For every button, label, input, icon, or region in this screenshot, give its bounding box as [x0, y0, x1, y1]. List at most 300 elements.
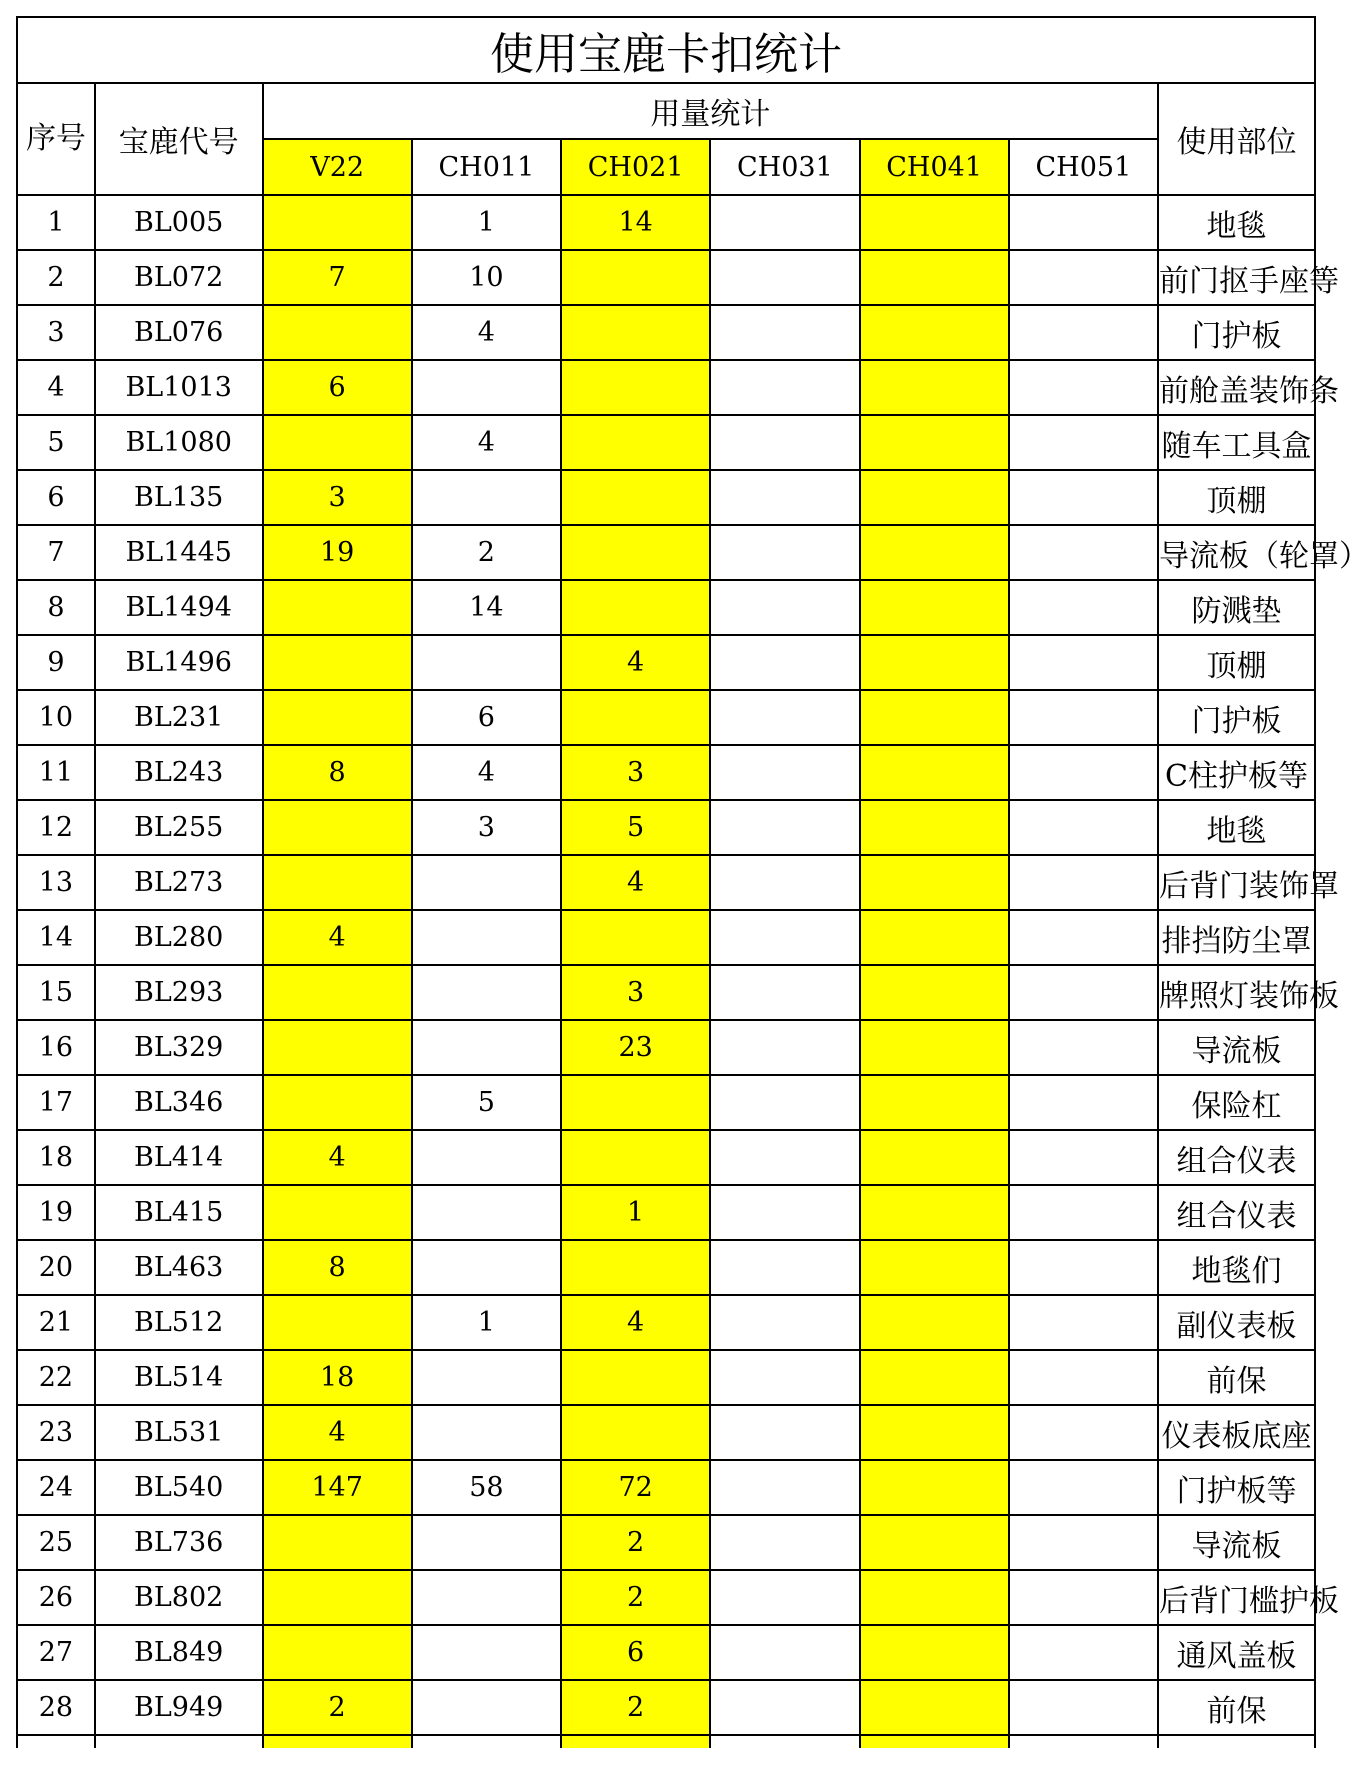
cell-v22: 4 — [263, 910, 412, 965]
cell-ch031 — [710, 1570, 859, 1625]
cell-v22: 7 — [263, 250, 412, 305]
cell-ch011 — [412, 1130, 561, 1185]
cell-code: BL231 — [95, 690, 263, 745]
cell-seq: 23 — [17, 1405, 95, 1460]
cell-code: BL346 — [95, 1075, 263, 1130]
cell-v22: 3 — [263, 470, 412, 525]
cell-use: 前保 — [1158, 1350, 1315, 1405]
cell-v22 — [263, 965, 412, 1020]
cell-ch041 — [860, 470, 1009, 525]
cell-ch051 — [1009, 910, 1158, 965]
cell-v22: 2 — [263, 1680, 412, 1735]
cell-ch021 — [561, 1130, 710, 1185]
cell-ch011: 1 — [412, 1295, 561, 1350]
cell-ch011: 4 — [412, 745, 561, 800]
cell-seq: 1 — [17, 195, 95, 250]
cell-use: 门护板等 — [1158, 1460, 1315, 1515]
cell-ch041 — [860, 635, 1009, 690]
table-row — [17, 305, 1315, 360]
cell-ch041 — [860, 195, 1009, 250]
cell-ch011: 1 — [412, 195, 561, 250]
cell-use: 导流板 — [1158, 1020, 1315, 1075]
cell-ch011: 6 — [412, 690, 561, 745]
cell-ch021: 2 — [561, 1570, 710, 1625]
cell-v22: 18 — [263, 1350, 412, 1405]
cell-ch031 — [710, 1295, 859, 1350]
cell-v22 — [263, 1020, 412, 1075]
cell-use: 仪表板底座 — [1158, 1405, 1315, 1460]
cell-ch021: 14 — [561, 195, 710, 250]
cell-ch041 — [860, 1570, 1009, 1625]
cell-v22 — [263, 1075, 412, 1130]
cell-seq: 10 — [17, 690, 95, 745]
cell-code: BL1494 — [95, 580, 263, 635]
cell-ch021 — [561, 250, 710, 305]
cell-ch031 — [710, 415, 859, 470]
cell-v22 — [263, 635, 412, 690]
cell-ch021 — [561, 690, 710, 745]
header-model-ch011: CH011 — [412, 139, 561, 195]
table-row — [17, 1185, 1315, 1240]
cell-seq: 24 — [17, 1460, 95, 1515]
cell-ch051 — [1009, 800, 1158, 855]
table-row — [17, 965, 1315, 1020]
cell-use: 后背门槛护板 — [1158, 1570, 1315, 1625]
cell-v22 — [263, 1295, 412, 1350]
cell-ch011 — [412, 1625, 561, 1680]
cell-ch011: 5 — [412, 1075, 561, 1130]
cell-ch021: 4 — [561, 1295, 710, 1350]
cell-use: 牌照灯装饰板 — [1158, 965, 1315, 1020]
cell-seq: 28 — [17, 1680, 95, 1735]
table-row — [17, 855, 1315, 910]
cell-ch031 — [710, 360, 859, 415]
cell-code: BL072 — [95, 250, 263, 305]
cell-ch031 — [710, 800, 859, 855]
cell-ch041 — [860, 1020, 1009, 1075]
cell-v22: 6 — [263, 360, 412, 415]
cell-ch051 — [1009, 1515, 1158, 1570]
cell-ch041 — [860, 800, 1009, 855]
cell-code-cutoff — [95, 1735, 263, 1748]
table-row — [17, 415, 1315, 470]
cell-ch021: 2 — [561, 1515, 710, 1570]
cell-ch051 — [1009, 855, 1158, 910]
cell-seq: 2 — [17, 250, 95, 305]
cell-ch051 — [1009, 1240, 1158, 1295]
cell-ch051 — [1009, 360, 1158, 415]
header-model-ch021: CH021 — [561, 139, 710, 195]
cell-use: 顶棚 — [1158, 470, 1315, 525]
cell-ch021 — [561, 580, 710, 635]
cell-ch031-cutoff — [710, 1735, 859, 1748]
cell-ch011 — [412, 855, 561, 910]
cell-code: BL1013 — [95, 360, 263, 415]
cell-ch051 — [1009, 1020, 1158, 1075]
cell-v22: 4 — [263, 1405, 412, 1460]
cell-seq: 14 — [17, 910, 95, 965]
cell-ch051 — [1009, 1570, 1158, 1625]
cell-code: BL802 — [95, 1570, 263, 1625]
cell-seq: 9 — [17, 635, 95, 690]
header-model-ch051: CH051 — [1009, 139, 1158, 195]
cell-ch021: 4 — [561, 855, 710, 910]
cell-use: 导流板（轮罩） — [1158, 525, 1315, 580]
cell-code: BL463 — [95, 1240, 263, 1295]
cell-ch011 — [412, 1020, 561, 1075]
cell-ch021 — [561, 910, 710, 965]
cell-ch041 — [860, 1295, 1009, 1350]
cell-ch031 — [710, 690, 859, 745]
cell-ch041 — [860, 1350, 1009, 1405]
cell-ch021 — [561, 415, 710, 470]
cell-ch051 — [1009, 635, 1158, 690]
table-row — [17, 800, 1315, 855]
cell-use: 副仪表板 — [1158, 1295, 1315, 1350]
cell-ch041 — [860, 1185, 1009, 1240]
cell-seq: 5 — [17, 415, 95, 470]
cell-ch021 — [561, 360, 710, 415]
cell-ch051 — [1009, 1460, 1158, 1515]
cell-ch051 — [1009, 470, 1158, 525]
cell-ch041 — [860, 1515, 1009, 1570]
header-use: 使用部位 — [1158, 83, 1315, 195]
cell-ch041 — [860, 250, 1009, 305]
cell-seq: 3 — [17, 305, 95, 360]
cell-ch041 — [860, 360, 1009, 415]
cell-ch051 — [1009, 1185, 1158, 1240]
cell-ch051 — [1009, 745, 1158, 800]
table-row — [17, 580, 1315, 635]
cell-ch041-cutoff — [860, 1735, 1009, 1748]
cell-use: 保险杠 — [1158, 1075, 1315, 1130]
cell-ch051 — [1009, 1625, 1158, 1680]
cell-ch031 — [710, 1460, 859, 1515]
cell-ch031 — [710, 1075, 859, 1130]
cell-ch011 — [412, 910, 561, 965]
cell-seq: 17 — [17, 1075, 95, 1130]
cell-ch041 — [860, 1680, 1009, 1735]
cell-seq: 6 — [17, 470, 95, 525]
cell-seq: 4 — [17, 360, 95, 415]
table-row — [17, 250, 1315, 305]
table-row — [17, 745, 1315, 800]
header-usage: 用量统计 — [263, 83, 1159, 139]
table-row — [17, 1130, 1315, 1185]
cell-ch011: 2 — [412, 525, 561, 580]
cell-v22: 19 — [263, 525, 412, 580]
cell-seq: 12 — [17, 800, 95, 855]
cell-code: BL949 — [95, 1680, 263, 1735]
cell-ch031 — [710, 1625, 859, 1680]
cell-v22: 8 — [263, 745, 412, 800]
cell-use: 前门抠手座等 — [1158, 250, 1315, 305]
cell-code: BL1496 — [95, 635, 263, 690]
cell-ch021: 1 — [561, 1185, 710, 1240]
cell-ch011: 10 — [412, 250, 561, 305]
cell-seq-cutoff — [17, 1735, 95, 1748]
cell-use: 组合仪表 — [1158, 1185, 1315, 1240]
cell-seq: 13 — [17, 855, 95, 910]
cell-ch021 — [561, 1240, 710, 1295]
cell-ch051 — [1009, 250, 1158, 305]
table-row — [17, 1625, 1315, 1680]
cell-ch041 — [860, 1130, 1009, 1185]
cell-ch011-cutoff — [412, 1735, 561, 1748]
cell-ch021 — [561, 525, 710, 580]
cell-ch031 — [710, 1515, 859, 1570]
cell-ch021: 4 — [561, 635, 710, 690]
cell-ch011: 58 — [412, 1460, 561, 1515]
cell-code: BL512 — [95, 1295, 263, 1350]
cell-seq: 7 — [17, 525, 95, 580]
cell-ch041 — [860, 305, 1009, 360]
table-row — [17, 690, 1315, 745]
usage-table — [16, 16, 1369, 1748]
cell-ch041 — [860, 910, 1009, 965]
cell-ch051 — [1009, 415, 1158, 470]
cell-ch011 — [412, 470, 561, 525]
cell-seq: 18 — [17, 1130, 95, 1185]
cell-ch051 — [1009, 1075, 1158, 1130]
cell-ch011 — [412, 1185, 561, 1240]
cell-ch031 — [710, 1240, 859, 1295]
cell-v22: 4 — [263, 1130, 412, 1185]
cell-ch031 — [710, 580, 859, 635]
cell-ch051 — [1009, 305, 1158, 360]
cell-seq: 21 — [17, 1295, 95, 1350]
cell-code: BL135 — [95, 470, 263, 525]
cell-use: 地毯 — [1158, 800, 1315, 855]
table-row — [17, 1405, 1315, 1460]
table-row — [17, 635, 1315, 690]
cell-code: BL243 — [95, 745, 263, 800]
cell-code: BL415 — [95, 1185, 263, 1240]
cell-seq: 22 — [17, 1350, 95, 1405]
cell-v22 — [263, 1515, 412, 1570]
cell-ch031 — [710, 195, 859, 250]
cell-ch021 — [561, 470, 710, 525]
cell-code: BL414 — [95, 1130, 263, 1185]
header-model-v22: V22 — [263, 139, 412, 195]
cell-use: 导流板 — [1158, 1515, 1315, 1570]
table-row — [17, 1515, 1315, 1570]
cell-use: 地毯们 — [1158, 1240, 1315, 1295]
cell-code: BL329 — [95, 1020, 263, 1075]
cell-ch021: 3 — [561, 965, 710, 1020]
cell-seq: 26 — [17, 1570, 95, 1625]
cell-ch021: 5 — [561, 800, 710, 855]
cell-use: 后背门装饰罩 — [1158, 855, 1315, 910]
cell-ch031 — [710, 525, 859, 580]
cell-ch041 — [860, 1405, 1009, 1460]
cell-ch021 — [561, 1350, 710, 1405]
cell-use: 门护板 — [1158, 690, 1315, 745]
cell-ch011: 4 — [412, 415, 561, 470]
table-row — [17, 910, 1315, 965]
table-row — [17, 195, 1315, 250]
cell-v22 — [263, 690, 412, 745]
cell-code: BL005 — [95, 195, 263, 250]
cell-ch031 — [710, 910, 859, 965]
table-row — [17, 470, 1315, 525]
cell-ch021 — [561, 305, 710, 360]
cell-ch011 — [412, 965, 561, 1020]
cell-use: 顶棚 — [1158, 635, 1315, 690]
cell-seq: 20 — [17, 1240, 95, 1295]
cell-ch041 — [860, 965, 1009, 1020]
cell-ch011 — [412, 635, 561, 690]
cell-code: BL736 — [95, 1515, 263, 1570]
cell-code: BL1445 — [95, 525, 263, 580]
cell-seq: 16 — [17, 1020, 95, 1075]
cell-use: 通风盖板 — [1158, 1625, 1315, 1680]
header-code: 宝鹿代号 — [95, 83, 263, 195]
cell-ch051 — [1009, 1405, 1158, 1460]
table-row — [17, 1570, 1315, 1625]
cell-ch021: 6 — [561, 1625, 710, 1680]
cell-ch021: 72 — [561, 1460, 710, 1515]
cell-ch041 — [860, 1460, 1009, 1515]
cell-ch031 — [710, 1405, 859, 1460]
sheet-title: 使用宝鹿卡扣统计 — [17, 17, 1315, 83]
cell-v22 — [263, 415, 412, 470]
cell-ch041 — [860, 525, 1009, 580]
table-row — [17, 360, 1315, 415]
cell-code: BL255 — [95, 800, 263, 855]
cell-v22 — [263, 195, 412, 250]
table-row — [17, 1295, 1315, 1350]
cell-v22-cutoff — [263, 1735, 412, 1748]
table-row — [17, 1240, 1315, 1295]
table-row — [17, 1350, 1315, 1405]
cell-ch051 — [1009, 1295, 1158, 1350]
cell-ch021: 2 — [561, 1680, 710, 1735]
spreadsheet — [16, 16, 1369, 1782]
cell-use: 随车工具盒 — [1158, 415, 1315, 470]
cell-ch011 — [412, 1240, 561, 1295]
cell-seq: 27 — [17, 1625, 95, 1680]
cell-ch021 — [561, 1405, 710, 1460]
cell-ch031 — [710, 965, 859, 1020]
table-row — [17, 1460, 1315, 1515]
cell-ch031 — [710, 470, 859, 525]
cell-ch041 — [860, 1240, 1009, 1295]
cell-ch021 — [561, 1075, 710, 1130]
cell-ch051 — [1009, 1130, 1158, 1185]
cell-ch041 — [860, 580, 1009, 635]
cell-ch031 — [710, 745, 859, 800]
header-seq: 序号 — [17, 83, 95, 195]
cell-ch031 — [710, 1130, 859, 1185]
table-row — [17, 1680, 1315, 1735]
cell-use: 地毯 — [1158, 195, 1315, 250]
cell-ch051 — [1009, 965, 1158, 1020]
cell-ch031 — [710, 305, 859, 360]
cell-ch031 — [710, 1185, 859, 1240]
cell-use: 排挡防尘罩 — [1158, 910, 1315, 965]
cell-v22 — [263, 1185, 412, 1240]
cell-seq: 25 — [17, 1515, 95, 1570]
cell-seq: 15 — [17, 965, 95, 1020]
cell-code: BL531 — [95, 1405, 263, 1460]
table-row — [17, 525, 1315, 580]
cell-code: BL849 — [95, 1625, 263, 1680]
cell-use: 防溅垫 — [1158, 580, 1315, 635]
cell-ch031 — [710, 1020, 859, 1075]
cell-seq: 11 — [17, 745, 95, 800]
cell-ch041 — [860, 855, 1009, 910]
cell-v22 — [263, 1570, 412, 1625]
cell-ch051 — [1009, 1680, 1158, 1735]
table-row — [17, 1020, 1315, 1075]
cell-ch011 — [412, 1570, 561, 1625]
cell-code: BL293 — [95, 965, 263, 1020]
cell-v22 — [263, 800, 412, 855]
cell-v22 — [263, 855, 412, 910]
cell-v22 — [263, 305, 412, 360]
cell-ch011 — [412, 1350, 561, 1405]
cell-ch031 — [710, 1350, 859, 1405]
cell-ch031 — [710, 635, 859, 690]
cell-v22 — [263, 1625, 412, 1680]
cell-code: BL514 — [95, 1350, 263, 1405]
cell-ch011 — [412, 1405, 561, 1460]
cell-v22: 147 — [263, 1460, 412, 1515]
cell-ch041 — [860, 1625, 1009, 1680]
cell-ch011 — [412, 360, 561, 415]
cell-ch031 — [710, 855, 859, 910]
cell-code: BL1080 — [95, 415, 263, 470]
cell-ch031 — [710, 1680, 859, 1735]
cell-ch011: 3 — [412, 800, 561, 855]
cell-ch021: 23 — [561, 1020, 710, 1075]
cell-use: 组合仪表 — [1158, 1130, 1315, 1185]
cell-v22: 8 — [263, 1240, 412, 1295]
cell-v22 — [263, 580, 412, 635]
cell-ch041 — [860, 415, 1009, 470]
cell-ch011 — [412, 1680, 561, 1735]
cell-code: BL280 — [95, 910, 263, 965]
cell-ch021: 3 — [561, 745, 710, 800]
cell-ch021-cutoff — [561, 1735, 710, 1748]
cell-ch041 — [860, 1075, 1009, 1130]
cell-seq: 8 — [17, 580, 95, 635]
cell-ch041 — [860, 745, 1009, 800]
cell-ch051-cutoff — [1009, 1735, 1158, 1748]
cell-use-cutoff — [1158, 1735, 1315, 1748]
cell-code: BL540 — [95, 1460, 263, 1515]
cell-ch041 — [860, 690, 1009, 745]
header-model-ch041: CH041 — [860, 139, 1009, 195]
cell-code: BL273 — [95, 855, 263, 910]
table-row-cutoff — [17, 1735, 1315, 1748]
table-row — [17, 1075, 1315, 1130]
cell-use: 前舱盖装饰条 — [1158, 360, 1315, 415]
cell-use: 门护板 — [1158, 305, 1315, 360]
cell-ch011 — [412, 1515, 561, 1570]
cell-use: 前保 — [1158, 1680, 1315, 1735]
cell-ch051 — [1009, 580, 1158, 635]
header-model-ch031: CH031 — [710, 139, 859, 195]
cell-code: BL076 — [95, 305, 263, 360]
cell-ch011: 14 — [412, 580, 561, 635]
cell-ch011: 4 — [412, 305, 561, 360]
cell-seq: 19 — [17, 1185, 95, 1240]
cell-ch051 — [1009, 525, 1158, 580]
cell-ch031 — [710, 250, 859, 305]
cell-ch051 — [1009, 195, 1158, 250]
